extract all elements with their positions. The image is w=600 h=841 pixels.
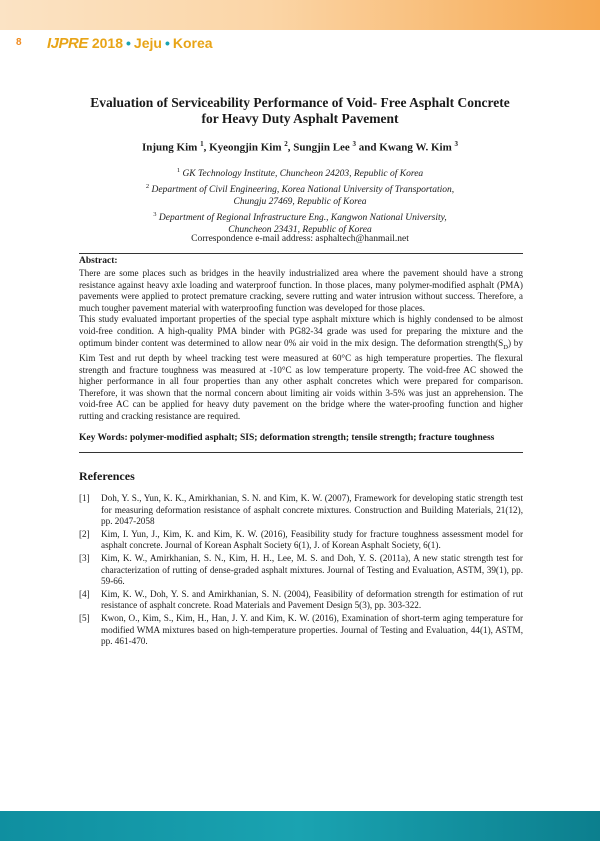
logo-year: 2018	[91, 35, 124, 51]
bottom-decorative-band	[0, 811, 600, 841]
author-list	[60, 140, 540, 154]
author-name: Kwang W. Kim	[379, 141, 452, 154]
divider-bottom	[79, 452, 523, 453]
reference-number: [4]	[79, 588, 90, 599]
keywords: Key Words: polymer-modified asphalt; SIS; deformation strength; tensile strength; fracture toughness	[79, 433, 495, 443]
affil-text: GK Technology Institute, Chuncheon 24203, Republic of Korea	[182, 169, 424, 180]
affiliation-3	[80, 209, 520, 225]
author-affil-marker: 2	[284, 140, 288, 148]
divider-top	[79, 253, 523, 254]
logo-city: Jeju	[133, 35, 162, 51]
logo-country: Korea	[172, 35, 213, 51]
author-name: Injung Kim	[142, 141, 198, 154]
author-name: Sungjin Lee	[293, 141, 350, 154]
reference-text: Kim, I. Yun, J., Kim, K. and Kim, K. W. (2016), Feasibility study for fracture toughness assessment model for asphalt concrete. Journal of Korean Asphalt Society 6(1), J. of Korean Asphalt Society, 6(1).	[101, 528, 523, 551]
reference-item	[79, 529, 523, 552]
reference-text: Doh, Y. S., Yun, K. K., Amirkhanian, S. N. and Kim, K. W. (2007), Framework for developing static strength test for measuring deformation resistance of asphalt concrete mixtures. Construction and Building Materials, 21(12), pp. 2047-2058	[101, 493, 523, 527]
logo-dot-icon: •	[164, 35, 170, 51]
reference-item	[79, 493, 523, 528]
references-heading: References	[79, 469, 135, 483]
reference-number: [2]	[79, 528, 90, 539]
author-separator: and	[356, 141, 380, 154]
abstract-paragraph-2	[79, 314, 523, 422]
reference-number: [3]	[79, 552, 90, 563]
top-decorative-band	[0, 0, 600, 30]
author-affil-marker: 1	[200, 140, 204, 148]
author-name: Kyeongjin Kim	[209, 141, 282, 154]
reference-list	[79, 493, 523, 649]
title-line-1: Evaluation of Serviceability Performance of Void- Free Asphalt Concrete	[90, 95, 510, 110]
logo-text	[92, 35, 213, 51]
correspondence-label: Correspondence e-mail address:	[191, 234, 316, 244]
reference-number: [5]	[79, 612, 90, 623]
affil-marker: 1	[176, 167, 181, 174]
affil-text-cont: Chungju 27469, Republic of Korea	[233, 197, 367, 208]
reference-text: Kim, K. W., Doh, Y. S. and Amirkhanian, S. N. (2004), Feasibility of deformation strength for estimation of rut resistance of asphalt concrete. Road Materials and Pavement Design 5(3), pp. 303-322.	[101, 588, 523, 611]
affil-marker: 3	[153, 210, 157, 218]
abstract-body	[79, 268, 523, 423]
correspondence	[60, 234, 540, 244]
reference-number: [1]	[79, 493, 90, 503]
abstract-text: ) by Kim Test and rut depth by wheel tracking test were measured at 60°C as high temperature properties. The flexural strength and fracture toughness was measured at -10°C as low temperature property. The void-free AC showed the higher performance in all four properties than any other asphalt concretes which were prepared for comparison. Therefore, it was shown that the normal concern about limiting air voids within 3-5% was just an apprehension. The void-free AC can be applied for heavy duty pavement on the bridge where the water-proofing function and higher rutting and cracking resistance are required.	[79, 337, 523, 421]
reference-item	[79, 589, 523, 612]
page-number: 8	[16, 37, 22, 48]
author-affil-marker: 3	[454, 140, 458, 148]
affiliation-2	[80, 181, 520, 197]
paper-title	[60, 95, 540, 127]
abstract-text: This study evaluated important properties of the special type asphalt mixture which is highly condensed to be almost void-free condition. A high-quality PMA binder with PG82-34 grade was used for preparing the mixture and the optimum binder content was determined to allow near 0% air void in the mix design. The deformation strength(S	[79, 314, 523, 348]
affil-text: Department of Regional Infrastructure Eng., Kangwon National University,	[158, 212, 447, 223]
reference-text: Kim, K. W., Amirkhanian, S. N., Kim, H. H., Lee, M. S. and Doh, Y. S. (2011a), A new static strength test for characterization of rutting of dense-graded asphalt mixtures. Journal of Testing and Evaluation, ASTM, 39(1), pp. 59-66.	[101, 552, 523, 587]
affiliations	[80, 165, 520, 237]
correspondence-email: asphaltech@hanmail.net	[315, 234, 409, 244]
author-affil-marker: 3	[352, 140, 357, 148]
logo-mark: IJPRE	[47, 34, 88, 52]
reference-item	[79, 613, 523, 648]
reference-text: Kwon, O., Kim, S., Kim, H., Han, J. Y. and Kim, K. W. (2016), Examination of short-term aging temperature for modified WMA mixtures based on high-temperature properties. Journal of Testing and Evaluation, 44(1), ASTM, pp. 461-470.	[101, 612, 523, 647]
conference-logo	[47, 33, 213, 53]
affil-text-cont: Chuncheon 23431, Republic of Korea	[228, 225, 372, 236]
logo-dot-icon: •	[126, 35, 131, 51]
affil-text: Department of Civil Engineering, Korea National University of Transportation,	[151, 184, 455, 195]
affiliation-1	[80, 165, 520, 181]
affil-marker: 2	[145, 182, 150, 190]
reference-item	[79, 553, 523, 588]
abstract-heading: Abstract:	[79, 256, 118, 266]
author-separator: ,	[287, 141, 294, 154]
title-line-2: for Heavy Duty Asphalt Pavement	[201, 111, 399, 126]
abstract-subscript: D	[503, 343, 508, 351]
author-separator: ,	[203, 141, 210, 154]
abstract-paragraph-1: There are some places such as bridges in the heavily industrialized area where the pavement should have a strong resistance against heavy axle loading and waterproof function. In those places, many polymer-modified asphalt (PMA) pavements were applied to protect premature cracking, severe rutting and water intrusion without success. Therefore, a much tougher pavement material with waterproofing function was developed for those places.	[79, 268, 523, 313]
